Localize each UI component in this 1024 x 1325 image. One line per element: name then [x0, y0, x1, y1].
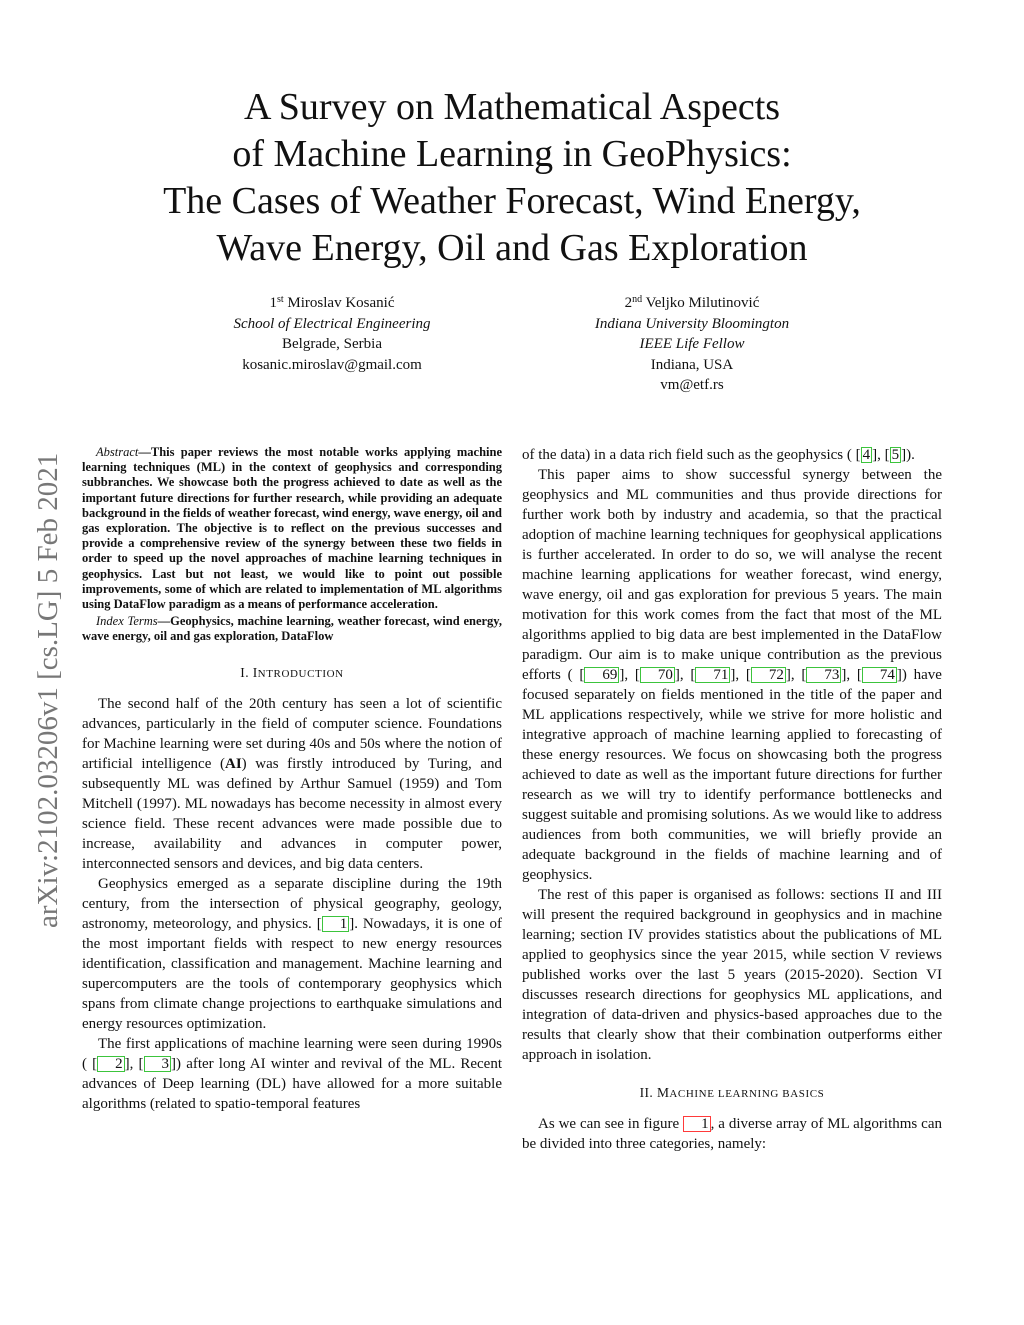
- author-2: [512, 293, 872, 396]
- author-2-location: Indiana, USA: [650, 356, 734, 373]
- author-2-name-line: [512, 293, 872, 314]
- citation-link[interactable]: 4: [862, 447, 871, 463]
- right-p3-a: As we can see in figure: [538, 1116, 684, 1132]
- right-column: [522, 445, 942, 1154]
- right-p1-a: This paper aims to show successful synergy between the geophysics and ML communities and thus provide directions for further work both by industry and academia, so that the practical adoption of machine learning techniques for geophysical applications is further accelerated. In order to do so, we will analyse the recent machine learning applications for weather forecast, wind energy, wave energy, oil and gas exploration for previous 5 years. The main motivation for this work comes from the fact that most of the ML algorithms applied to big data are best implemented in the DataFlow paradigm. Our aim is to make unique contribution as the previous efforts (: [522, 467, 942, 683]
- intro-p2-a: Geophysics emerged as a separate discipline during the 19th century, from the intersection of physical geography, geology, astronomy, meteorology, and physics.: [82, 875, 502, 932]
- title-line-1: A Survey on Mathematical Aspects: [243, 86, 781, 128]
- citation-link[interactable]: 1: [322, 916, 350, 932]
- author-1-ordinal-sup: st: [277, 294, 284, 305]
- intro-p1-ai: AI: [224, 755, 242, 772]
- figure-link[interactable]: 1: [683, 1116, 711, 1132]
- title-line-3: The Cases of Weather Forecast, Wind Energy,: [163, 180, 861, 222]
- abstract-lead: Abstract: [96, 445, 139, 459]
- section-1-number: I.: [240, 664, 249, 680]
- left-column: [82, 445, 502, 1114]
- right-p0-a: of the data) in a data rich field such as the geophysics (: [522, 447, 856, 463]
- author-1-affiliation: School of Electrical Engineering: [233, 315, 431, 332]
- paper-title: [80, 84, 944, 272]
- right-p1-b: ) have focused separately on fields mentioned in the title of the paper and ML applications respectively, while we strive for more holistic and integrative approach of machine learning applied to forecasting of these energy resources. We focus on showcasing both the progress achieved to date as well as the important future directions for further research as we will try to identify performance bottlenecks and suggest suitable and promising solutions. As we would like to address audiences from both communities, we will briefly provide an adequate background in the fields of machine learning and of geophysics.: [522, 667, 942, 883]
- abstract-text: —This paper reviews the most notable works applying machine learning techniques (ML) in the context of geophysics and corresponding subbranches. We showcase both the progress achieved to date as well as the important future directions for further research, while providing an adequate background in the fields of weather forecast, wind energy, wave energy, oil and gas exploration. The objective is to reflect on the previous successes and provide a comprehensive review of the synergy between these two fields in order to speed up the novel approaches of machine learning techniques in geophysics. Last but not least, we would like to point out possible improvements, some of which are related to implementation of ML algorithms using DataFlow paradigm as a means of performance acceleration.: [82, 445, 502, 612]
- intro-p1-b: ) was firstly introduced by Turing, and subsequently ML was defined by Arthur Samuel (1959) and Tom Mitchell (1997). ML nowadays has become necessity in almost every science field. These recent advances were made possible due to increase, availability and advances in computer power, interconnected sensors and devices, and big data centers.: [82, 755, 503, 872]
- intro-p1-a: The second half of the 20th century has seen a lot of scientific advances, particularly in the field of computer science. Foundations for Machine learning were set during 40s and 50s where the notion of artificial intelligence (: [82, 695, 502, 772]
- intro-p3-a: The first applications of machine learning were seen during 1990s (: [82, 1035, 502, 1072]
- citation-link[interactable]: 5: [891, 447, 900, 463]
- citation-link[interactable]: 73: [806, 667, 841, 683]
- right-paragraph-0: of the data) in a data rich field such as the geophysics ( [ 4 ], [ 5 ]).: [522, 447, 915, 463]
- right-paragraph-3: [522, 1114, 942, 1154]
- intro-paragraph-2: Geophysics emerged as a separate discipline during the 19th century, from the intersection of physical geography, geology, astronomy, meteorology, and physics. [ 1 ]. Nowadays, it is one of the most important fields with respect to new energy resources identification, classification and management. Machine learning and supercomputers are the tools of contemporary geophysics which spans from climate change projections to earthquake simulations and energy resources optimization.: [82, 875, 503, 1032]
- arxiv-stamp-text: arXiv:2102.03206v1 [cs.LG] 5 Feb 2021: [32, 452, 64, 928]
- right-p3-b: , a diverse array of ML algorithms can be divided into three categories, namely:: [522, 1116, 942, 1152]
- citation-link[interactable]: 71: [695, 667, 730, 683]
- author-1-ordinal: 1: [269, 295, 277, 311]
- right-paragraph-2: The rest of this paper is organised as follows: sections II and III will present the required background in geophysics and in machine learning; section IV provides statistics about the publications of ML applied to geophysics since the year 2015, while section V reviews published works over the last 5 years (2015-2020). Section VI discusses research directions for geophysics ML applications, and integration of data-driven and physics-based approaches due to the results that clearly show that their combination outperforms either approach in isolation.: [522, 887, 942, 1063]
- intro-p2-b: . Nowadays, it is one of the most important fields with respect to new energy resources identification, classification and management. Machine learning and supercomputers are the tools of contemporary geophysics which spans from climate change projections to earthquake simulations and energy resources optimization.: [82, 915, 503, 1032]
- abstract: [82, 445, 502, 612]
- section-2-rest: ACHINE LEARNING BASICS: [669, 1088, 825, 1100]
- title-line-2: of Machine Learning in GeoPhysics:: [232, 133, 792, 175]
- citation-link[interactable]: 69: [584, 667, 619, 683]
- arxiv-stamp: [28, 368, 68, 928]
- citation-link[interactable]: 74: [862, 667, 897, 683]
- author-2-role: IEEE Life Fellow: [639, 336, 745, 352]
- right-paragraph-1: This paper aims to show successful synergy between the geophysics and ML communities and thus provide directions for further work both by industry and academia, so that the practical adoption of machine learning techniques for geophysical applications is further accelerated. In order to do so, we will analyse the recent machine learning applications for weather forecast, wind energy, wave energy, oil and gas exploration for previous 5 years. The main motivation for this work comes from the fact that most of the ML algorithms applied to big data are best implemented in the DataFlow paradigm. Our aim is to make unique contribution as the previous efforts ( [ 69 ], [ 70 ], [ 71 ], [ 72 ], [ 73 ], [ 74 ]) have focused separately on fields mentioned in the title of the paper and ML applications respectively, while we strive for more holistic and integrative approach of machine learning applied to forecasting of these energy resources. We focus on showcasing both the progress achieved to date as well as the important future directions for further research as we will try to identify performance bottlenecks and suggest suitable and promising solutions. As we would like to address audiences from both communities, we will briefly provide an adequate background in the fields of machine learning and of geophysics.: [522, 467, 942, 883]
- author-2-email[interactable]: vm@etf.rs: [660, 377, 724, 393]
- section-2-number: II.: [639, 1085, 654, 1100]
- citation-link[interactable]: 2: [97, 1056, 125, 1072]
- author-1: [152, 293, 512, 375]
- intro-p3-b: ) after long AI winter and revival of the ML. Recent advances of Deep learning (DL) have allowed for a more suitable algorithms (related to spatio-temporal features: [82, 1055, 502, 1112]
- author-1-name-line: [152, 293, 512, 314]
- section-heading-ml-basics: [522, 1083, 942, 1104]
- intro-paragraph-3: The first applications of machine learning were seen during 1990s ( [ 2 ], [ 3 ]) after long AI winter and revival of the ML. Recent advances of Deep learning (DL) have allowed for a more suitable algorithms (related to spatio-temporal features: [82, 1035, 502, 1112]
- citation-link[interactable]: 3: [144, 1056, 172, 1072]
- citation-link[interactable]: 72: [751, 667, 786, 683]
- section-1-rest: NTRODUCTION: [257, 667, 344, 680]
- author-1-location: Belgrade, Serbia: [282, 336, 382, 352]
- author-2-ordinal: 2: [624, 295, 633, 311]
- index-terms-lead: Index Terms: [96, 614, 158, 629]
- index-terms-text: —Geophysics, machine learning, weather forecast, wind energy, wave energy, oil and gas exploration, DataFlow: [82, 614, 502, 644]
- author-1-name: Miroslav Kosanić: [287, 295, 395, 311]
- section-heading-introduction: [82, 663, 502, 684]
- section-1-initial: I: [252, 664, 258, 680]
- citation-link[interactable]: 70: [640, 667, 675, 683]
- right-p0-b: ).: [906, 447, 915, 463]
- author-2-affiliation: Indiana University Bloomington: [594, 315, 790, 332]
- intro-paragraph-1: [82, 694, 502, 874]
- author-2-name: Veljko Milutinović: [645, 295, 760, 311]
- section-2-initial: M: [656, 1085, 670, 1100]
- index-terms: [82, 614, 502, 644]
- author-2-ordinal-sup: nd: [632, 294, 643, 305]
- title-line-4: Wave Energy, Oil and Gas Exploration: [216, 227, 808, 269]
- author-1-email[interactable]: kosanic.miroslav@gmail.com: [242, 356, 422, 373]
